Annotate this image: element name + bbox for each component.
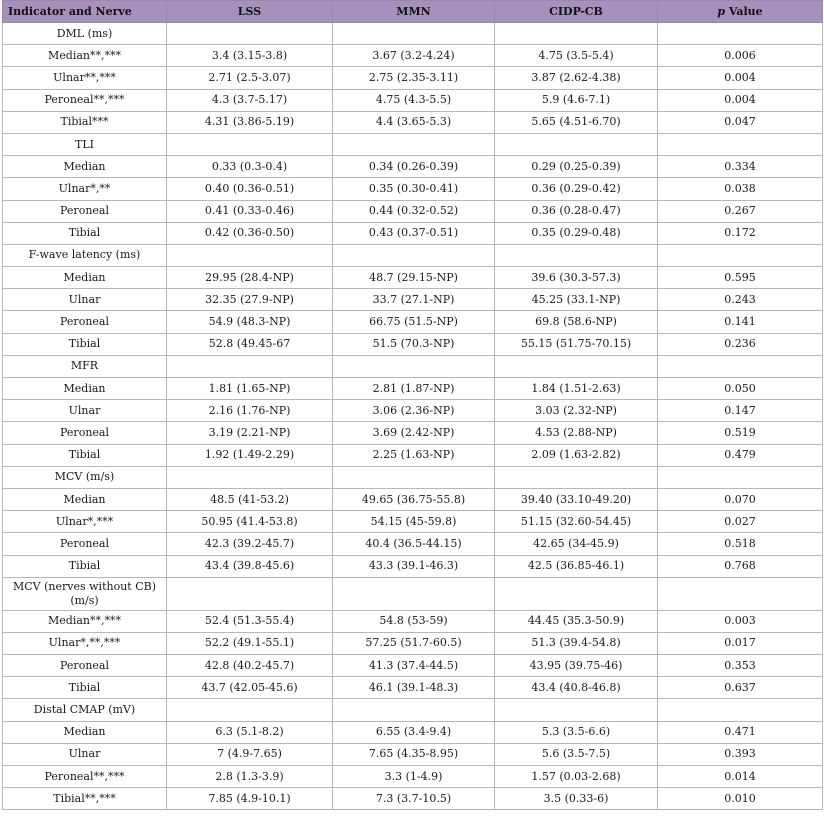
cell-p-value: 0.393 <box>658 743 823 765</box>
table-row <box>3 200 823 222</box>
table-row <box>3 721 823 743</box>
cell-lss: 2.16 (1.76-NP) <box>167 400 333 422</box>
row-label: Tibial <box>3 555 167 577</box>
cell-cidp: 5.9 (4.6-7.1) <box>495 89 658 111</box>
cell-lss: 52.8 (49.45-67 <box>167 333 333 355</box>
cell-cidp: 1.84 (1.51-2.63) <box>495 378 658 400</box>
table-row <box>3 788 823 810</box>
cell-p-value: 0.010 <box>658 788 823 810</box>
row-label: Median**,*** <box>3 610 167 632</box>
table-row <box>3 444 823 466</box>
cell-lss: 52.4 (51.3-55.4) <box>167 610 333 632</box>
row-label: Peroneal <box>3 200 167 222</box>
header-cidp: CIDP-CB <box>495 1 658 23</box>
cell-mmn <box>333 244 495 266</box>
row-label: DML (ms) <box>3 23 167 45</box>
cell-mmn: 48.7 (29.15-NP) <box>333 267 495 289</box>
cell-p-value: 0.017 <box>658 632 823 654</box>
cell-p-value: 0.334 <box>658 156 823 178</box>
row-label: MCV (m/s) <box>3 466 167 488</box>
row-label: Median <box>3 488 167 510</box>
cell-mmn <box>333 355 495 377</box>
cell-mmn <box>333 577 495 610</box>
cell-p-value: 0.047 <box>658 111 823 133</box>
cell-cidp: 43.4 (40.8-46.8) <box>495 677 658 699</box>
cell-p-value: 0.014 <box>658 766 823 788</box>
cell-mmn: 41.3 (37.4-44.5) <box>333 655 495 677</box>
table-row <box>3 156 823 178</box>
table-row <box>3 610 823 632</box>
table-row <box>3 533 823 555</box>
table-row <box>3 511 823 533</box>
cell-lss: 0.42 (0.36-0.50) <box>167 222 333 244</box>
cell-lss: 7 (4.9-7.65) <box>167 743 333 765</box>
cell-cidp: 5.65 (4.51-6.70) <box>495 111 658 133</box>
cell-lss <box>167 699 333 721</box>
cell-mmn: 3.3 (1-4.9) <box>333 766 495 788</box>
cell-cidp: 0.35 (0.29-0.48) <box>495 222 658 244</box>
row-label: Tibial*** <box>3 111 167 133</box>
cell-lss: 3.4 (3.15-3.8) <box>167 45 333 67</box>
cell-cidp: 69.8 (58.6-NP) <box>495 311 658 333</box>
row-label: Ulnar*,** <box>3 178 167 200</box>
table-row <box>3 488 823 510</box>
cell-mmn: 7.65 (4.35-8.95) <box>333 743 495 765</box>
row-label: Median**,*** <box>3 45 167 67</box>
row-label: Median <box>3 378 167 400</box>
row-label: Median <box>3 267 167 289</box>
row-label: MCV (nerves without CB) (m/s) <box>3 577 167 610</box>
row-label: Tibial**,*** <box>3 788 167 810</box>
cell-mmn: 3.06 (2.36-NP) <box>333 400 495 422</box>
cell-cidp: 39.6 (30.3-57.3) <box>495 267 658 289</box>
cell-lss: 42.8 (40.2-45.7) <box>167 655 333 677</box>
header-mmn: MMN <box>333 1 495 23</box>
cell-cidp <box>495 699 658 721</box>
cell-mmn <box>333 466 495 488</box>
row-label: F-wave latency (ms) <box>3 244 167 266</box>
cell-mmn: 6.55 (3.4-9.4) <box>333 721 495 743</box>
cell-mmn <box>333 133 495 155</box>
cell-p-value: 0.006 <box>658 45 823 67</box>
cell-p-value: 0.479 <box>658 444 823 466</box>
cell-p-value: 0.038 <box>658 178 823 200</box>
cell-lss: 0.41 (0.33-0.46) <box>167 200 333 222</box>
header-p-value <box>658 1 823 23</box>
cell-lss: 48.5 (41-53.2) <box>167 488 333 510</box>
cell-lss: 0.33 (0.3-0.4) <box>167 156 333 178</box>
row-label: Median <box>3 721 167 743</box>
header-indicator: Indicator and Nerve <box>3 1 167 23</box>
cell-lss <box>167 355 333 377</box>
cell-p-value: 0.027 <box>658 511 823 533</box>
row-label: Distal CMAP (mV) <box>3 699 167 721</box>
cell-cidp: 2.09 (1.63-2.82) <box>495 444 658 466</box>
table-row <box>3 743 823 765</box>
cell-mmn <box>333 23 495 45</box>
table-body <box>3 23 823 810</box>
cell-lss <box>167 133 333 155</box>
cell-lss <box>167 23 333 45</box>
cell-cidp <box>495 244 658 266</box>
table-row <box>3 378 823 400</box>
cell-mmn: 4.75 (4.3-5.5) <box>333 89 495 111</box>
cell-mmn: 57.25 (51.7-60.5) <box>333 632 495 654</box>
cell-mmn: 2.25 (1.63-NP) <box>333 444 495 466</box>
cell-mmn: 4.4 (3.65-5.3) <box>333 111 495 133</box>
cell-cidp: 51.15 (32.60-54.45) <box>495 511 658 533</box>
cell-p-value <box>658 23 823 45</box>
row-label: MFR <box>3 355 167 377</box>
cell-p-value: 0.518 <box>658 533 823 555</box>
cell-mmn: 7.3 (3.7-10.5) <box>333 788 495 810</box>
cell-mmn: 0.35 (0.30-0.41) <box>333 178 495 200</box>
table-row <box>3 677 823 699</box>
cell-lss: 43.4 (39.8-45.6) <box>167 555 333 577</box>
cell-p-value: 0.004 <box>658 67 823 89</box>
cell-p-value: 0.050 <box>658 378 823 400</box>
header-row <box>3 1 823 23</box>
table-row <box>3 400 823 422</box>
cell-p-value <box>658 699 823 721</box>
cell-lss: 6.3 (5.1-8.2) <box>167 721 333 743</box>
row-label: Ulnar*,*** <box>3 511 167 533</box>
cell-cidp: 0.29 (0.25-0.39) <box>495 156 658 178</box>
table-row <box>3 89 823 111</box>
cell-p-value: 0.267 <box>658 200 823 222</box>
cell-cidp: 51.3 (39.4-54.8) <box>495 632 658 654</box>
cell-p-value: 0.768 <box>658 555 823 577</box>
section-row <box>3 23 823 45</box>
cell-cidp: 3.03 (2.32-NP) <box>495 400 658 422</box>
table-row <box>3 333 823 355</box>
cell-cidp: 44.45 (35.3-50.9) <box>495 610 658 632</box>
cell-cidp: 1.57 (0.03-2.68) <box>495 766 658 788</box>
cell-lss: 4.31 (3.86-5.19) <box>167 111 333 133</box>
row-label: Peroneal <box>3 311 167 333</box>
cell-mmn: 3.69 (2.42-NP) <box>333 422 495 444</box>
cell-mmn: 51.5 (70.3-NP) <box>333 333 495 355</box>
table-row <box>3 655 823 677</box>
cell-lss <box>167 244 333 266</box>
cell-p-value: 0.003 <box>658 610 823 632</box>
cell-cidp: 42.65 (34-45.9) <box>495 533 658 555</box>
section-row <box>3 355 823 377</box>
row-label: Peroneal**,*** <box>3 89 167 111</box>
section-row <box>3 133 823 155</box>
cell-mmn: 54.8 (53-59) <box>333 610 495 632</box>
cell-lss: 54.9 (48.3-NP) <box>167 311 333 333</box>
cell-cidp: 3.5 (0.33-6) <box>495 788 658 810</box>
section-row <box>3 466 823 488</box>
cell-mmn: 40.4 (36.5-44.15) <box>333 533 495 555</box>
cell-mmn <box>333 699 495 721</box>
cell-mmn: 46.1 (39.1-48.3) <box>333 677 495 699</box>
header-lss: LSS <box>167 1 333 23</box>
row-label: Peroneal <box>3 422 167 444</box>
cell-lss: 1.81 (1.65-NP) <box>167 378 333 400</box>
header-p-rest: Value <box>725 5 763 18</box>
cell-p-value: 0.004 <box>658 89 823 111</box>
table-row <box>3 45 823 67</box>
table-row <box>3 178 823 200</box>
section-row <box>3 699 823 721</box>
cell-lss: 43.7 (42.05-45.6) <box>167 677 333 699</box>
cell-mmn: 54.15 (45-59.8) <box>333 511 495 533</box>
table-row <box>3 289 823 311</box>
row-label: Ulnar*,**,*** <box>3 632 167 654</box>
cell-mmn: 0.43 (0.37-0.51) <box>333 222 495 244</box>
cell-mmn: 0.44 (0.32-0.52) <box>333 200 495 222</box>
cell-lss: 2.71 (2.5-3.07) <box>167 67 333 89</box>
table-row <box>3 111 823 133</box>
cell-cidp: 4.53 (2.88-NP) <box>495 422 658 444</box>
row-label: Median <box>3 156 167 178</box>
table-row <box>3 555 823 577</box>
cell-cidp <box>495 355 658 377</box>
cell-lss: 7.85 (4.9-10.1) <box>167 788 333 810</box>
cell-lss <box>167 577 333 610</box>
row-label: Peroneal <box>3 533 167 555</box>
cell-lss: 42.3 (39.2-45.7) <box>167 533 333 555</box>
row-label: Ulnar**,*** <box>3 67 167 89</box>
cell-cidp: 0.36 (0.28-0.47) <box>495 200 658 222</box>
table-row <box>3 766 823 788</box>
cell-cidp <box>495 23 658 45</box>
cell-lss: 2.8 (1.3-3.9) <box>167 766 333 788</box>
cell-cidp: 3.87 (2.62-4.38) <box>495 67 658 89</box>
cell-p-value: 0.236 <box>658 333 823 355</box>
cell-mmn: 43.3 (39.1-46.3) <box>333 555 495 577</box>
cell-p-value: 0.147 <box>658 400 823 422</box>
cell-lss: 0.40 (0.36-0.51) <box>167 178 333 200</box>
cell-p-value: 0.172 <box>658 222 823 244</box>
cell-p-value: 0.141 <box>658 311 823 333</box>
cell-cidp: 42.5 (36.85-46.1) <box>495 555 658 577</box>
cell-cidp: 43.95 (39.75-46) <box>495 655 658 677</box>
cell-mmn: 49.65 (36.75-55.8) <box>333 488 495 510</box>
row-label: Tibial <box>3 333 167 355</box>
cell-p-value <box>658 355 823 377</box>
cell-mmn: 33.7 (27.1-NP) <box>333 289 495 311</box>
table-row <box>3 222 823 244</box>
cell-lss: 32.35 (27.9-NP) <box>167 289 333 311</box>
cell-p-value <box>658 133 823 155</box>
header-p-italic: p <box>717 5 726 18</box>
cell-p-value: 0.353 <box>658 655 823 677</box>
row-label: Tibial <box>3 222 167 244</box>
table-row <box>3 311 823 333</box>
cell-lss: 1.92 (1.49-2.29) <box>167 444 333 466</box>
cell-p-value <box>658 577 823 610</box>
row-label: Tibial <box>3 444 167 466</box>
cell-cidp <box>495 133 658 155</box>
cell-lss: 3.19 (2.21-NP) <box>167 422 333 444</box>
cell-p-value <box>658 466 823 488</box>
cell-cidp <box>495 577 658 610</box>
row-label: Ulnar <box>3 289 167 311</box>
cell-p-value: 0.637 <box>658 677 823 699</box>
cell-lss: 50.95 (41.4-53.8) <box>167 511 333 533</box>
cell-cidp: 4.75 (3.5-5.4) <box>495 45 658 67</box>
table-row <box>3 632 823 654</box>
cell-cidp: 45.25 (33.1-NP) <box>495 289 658 311</box>
cell-cidp: 39.40 (33.10-49.20) <box>495 488 658 510</box>
cell-lss: 4.3 (3.7-5.17) <box>167 89 333 111</box>
cell-cidp: 55.15 (51.75-70.15) <box>495 333 658 355</box>
cell-lss <box>167 466 333 488</box>
cell-mmn: 3.67 (3.2-4.24) <box>333 45 495 67</box>
row-label: Ulnar <box>3 400 167 422</box>
row-label: TLI <box>3 133 167 155</box>
row-label: Peroneal <box>3 655 167 677</box>
cell-cidp <box>495 466 658 488</box>
cell-p-value: 0.070 <box>658 488 823 510</box>
cell-lss: 52.2 (49.1-55.1) <box>167 632 333 654</box>
data-table <box>2 0 823 810</box>
cell-mmn: 66.75 (51.5-NP) <box>333 311 495 333</box>
table-row <box>3 422 823 444</box>
row-label: Peroneal**,*** <box>3 766 167 788</box>
section-row <box>3 577 823 610</box>
cell-cidp: 5.6 (3.5-7.5) <box>495 743 658 765</box>
cell-p-value: 0.471 <box>658 721 823 743</box>
section-row <box>3 244 823 266</box>
cell-p-value: 0.243 <box>658 289 823 311</box>
table-row <box>3 67 823 89</box>
cell-mmn: 2.75 (2.35-3.11) <box>333 67 495 89</box>
cell-cidp: 0.36 (0.29-0.42) <box>495 178 658 200</box>
cell-p-value: 0.519 <box>658 422 823 444</box>
row-label: Tibial <box>3 677 167 699</box>
cell-p-value: 0.595 <box>658 267 823 289</box>
table-row <box>3 267 823 289</box>
row-label: Ulnar <box>3 743 167 765</box>
cell-mmn: 0.34 (0.26-0.39) <box>333 156 495 178</box>
cell-lss: 29.95 (28.4-NP) <box>167 267 333 289</box>
cell-mmn: 2.81 (1.87-NP) <box>333 378 495 400</box>
cell-p-value <box>658 244 823 266</box>
cell-cidp: 5.3 (3.5-6.6) <box>495 721 658 743</box>
